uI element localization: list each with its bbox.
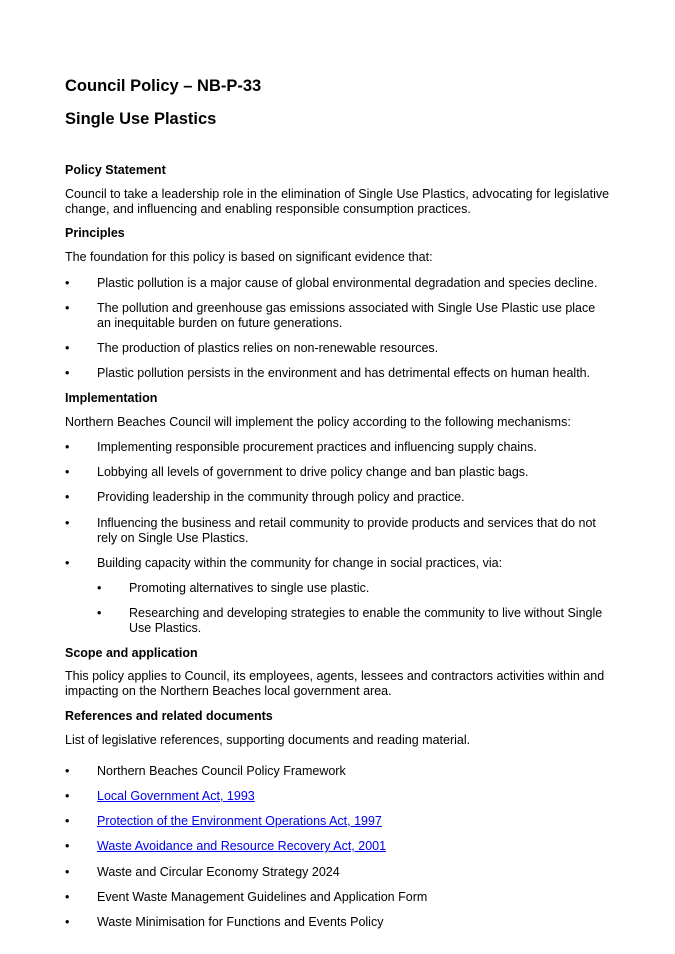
bullet-marker: • (65, 764, 70, 778)
bullet-marker: • (65, 301, 70, 315)
scope-line: This policy applies to Council, its employees, agents, lessees and contractors activities within and (65, 669, 605, 683)
list-item: Building capacity within the community for change in social practices, via: (97, 556, 503, 570)
implementation-heading: Implementation (65, 391, 158, 405)
principles-intro: The foundation for this policy is based on significant evidence that: (65, 250, 433, 264)
scope-line: impacting on the Northern Beaches local government area. (65, 684, 392, 698)
warr-act-link[interactable]: Waste Avoidance and Resource Recovery Act, 2001 (97, 839, 387, 853)
scope-heading: Scope and application (65, 646, 198, 660)
sub-bullet-marker: • (97, 606, 102, 620)
list-item: Lobbying all levels of government to drive policy change and ban plastic bags. (97, 465, 529, 479)
sub-list-item-continuation: Use Plastics. (129, 621, 202, 635)
bullet-marker: • (65, 341, 70, 355)
principles-heading: Principles (65, 226, 125, 240)
list-item: Providing leadership in the community through policy and practice. (97, 490, 465, 504)
bullet-marker: • (65, 465, 70, 479)
implementation-intro: Northern Beaches Council will implement the policy according to the following mechanisms: (65, 415, 571, 429)
sub-bullet-marker: • (97, 581, 102, 595)
list-item: Influencing the business and retail community to provide products and services that do not (97, 516, 596, 530)
page-title: Council Policy – NB-P-33 (65, 77, 262, 95)
bullet-marker: • (65, 865, 70, 879)
bullet-marker: • (65, 366, 70, 380)
policy-statement-heading: Policy Statement (65, 163, 166, 177)
reference-item: Waste and Circular Economy Strategy 2024 (97, 865, 340, 879)
bullet-marker: • (65, 814, 70, 828)
list-item: Plastic pollution is a major cause of global environmental degradation and species decline. (97, 276, 598, 290)
page-subtitle: Single Use Plastics (65, 110, 217, 128)
sub-list-item: Researching and developing strategies to enable the community to live without Single (129, 606, 603, 620)
bullet-marker: • (65, 915, 70, 929)
references-heading: References and related documents (65, 709, 273, 723)
bullet-marker: • (65, 516, 70, 530)
reference-item: Event Waste Management Guidelines and Application Form (97, 890, 428, 904)
list-item-continuation: an inequitable burden on future generations. (97, 316, 343, 330)
sub-list-item: Promoting alternatives to single use plastic. (129, 581, 370, 595)
bullet-marker: • (65, 276, 70, 290)
reference-item: Northern Beaches Council Policy Framework (97, 764, 346, 778)
bullet-marker: • (65, 890, 70, 904)
poeo-act-link[interactable]: Protection of the Environment Operations Act, 1997 (97, 814, 382, 828)
list-item: Implementing responsible procurement practices and influencing supply chains. (97, 440, 537, 454)
list-item-continuation: rely on Single Use Plastics. (97, 531, 249, 545)
list-item: The pollution and greenhouse gas emissions associated with Single Use Plastic use place (97, 301, 596, 315)
reference-item: Waste Minimisation for Functions and Events Policy (97, 915, 384, 929)
bullet-marker: • (65, 839, 70, 853)
bullet-marker: • (65, 556, 70, 570)
local-government-act-link[interactable]: Local Government Act, 1993 (97, 789, 255, 803)
policy-statement-line: Council to take a leadership role in the elimination of Single Use Plastics, advocating for legislative (65, 187, 610, 201)
bullet-marker: • (65, 789, 70, 803)
references-intro: List of legislative references, supporting documents and reading material. (65, 733, 471, 747)
policy-statement-line: change, and influencing and enabling responsible consumption practices. (65, 202, 471, 216)
list-item: Plastic pollution persists in the environment and has detrimental effects on human health. (97, 366, 591, 380)
bullet-marker: • (65, 490, 70, 504)
bullet-marker: • (65, 440, 70, 454)
list-item: The production of plastics relies on non-renewable resources. (97, 341, 439, 355)
